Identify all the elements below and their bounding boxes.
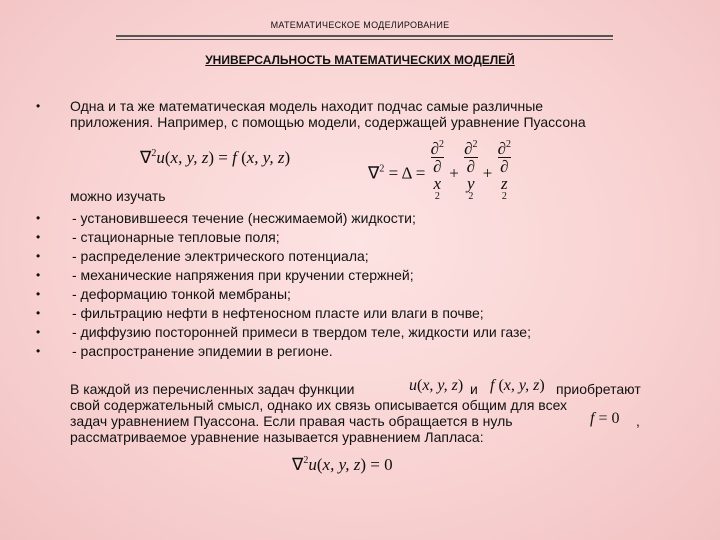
- slide-header: МАТЕМАТИЧЕСКОЕ МОДЕЛИРОВАНИЕ: [270, 20, 450, 30]
- header-rule-thick: [116, 35, 613, 37]
- intro-line-2: приложения. Например, с помощью модели, содержащей уравнение Пуассона: [70, 114, 586, 130]
- list-item: - распределение электрического потенциала;: [72, 248, 369, 264]
- bullet-marker: •: [36, 99, 41, 113]
- bullet-marker: •: [36, 211, 41, 225]
- intro-line-1: Одна и та же математическая модель находит подчас самые различные: [70, 98, 544, 114]
- list-item: - установившееся течение (несжимаемой) жидкости;: [72, 210, 416, 226]
- list-item: - механические напряжения при кручении стержней;: [72, 267, 414, 283]
- bullet-marker: •: [36, 268, 41, 282]
- list-item: - деформацию тонкой мембраны;: [72, 286, 291, 302]
- list-item: - стационарные тепловые поля;: [72, 229, 280, 245]
- list-item: - распространение эпидемии в регионе.: [72, 343, 333, 359]
- laplacian-operator: ∇$^2$ = Δ = ∂$^2$ ∂ x $^2$ + ∂$^2$ ∂ y $^2$ + ∂$^2$ ∂ z $^2$: [368, 140, 512, 209]
- conclusion-line-3b: ,: [636, 413, 640, 429]
- bullet-marker: •: [36, 249, 41, 263]
- header-rule-thin: [116, 39, 613, 40]
- list-item: - диффузию посторонней примеси в твердом теле, жидкости или газе;: [72, 324, 531, 340]
- bullet-marker: •: [36, 306, 41, 320]
- slide-title: УНИВЕРСАЛЬНОСТЬ МАТЕМАТИЧЕСКИХ МОДЕЛЕЙ: [205, 53, 515, 67]
- bullet-marker: •: [36, 344, 41, 358]
- bullet-marker: •: [36, 230, 41, 244]
- f-function: f (x, y, z): [490, 377, 545, 394]
- conclusion-line-4: рассматриваемое уравнение называется уравнением Лапласа:: [70, 429, 484, 445]
- poisson-equation: ∇$^2$u(x, y, z) = f (x, y, z): [140, 148, 291, 167]
- u-function: u(x, y, z): [409, 377, 464, 394]
- conclusion-line-1c: приобретают: [556, 381, 641, 397]
- conclusion-line-3a: задач уравнением Пуассона. Если правая часть обращается в нуль: [70, 413, 513, 429]
- conclusion-line-2: свой содержательный смысл, однако их связь описывается общим для всех: [70, 397, 568, 413]
- bullet-marker: •: [36, 287, 41, 301]
- list-item: - фильтрацию нефти в нефтеносном пласте или влаги в почве;: [72, 305, 484, 321]
- conclusion-line-1a: В каждой из перечисленных задач функции: [70, 381, 355, 397]
- conclusion-line-1b: и: [470, 381, 478, 397]
- laplace-equation: ∇$^2$u(x, y, z) = 0: [292, 455, 393, 474]
- f-equals-zero: f = 0: [590, 410, 620, 427]
- bullet-marker: •: [36, 325, 41, 339]
- can-study-text: можно изучать: [70, 188, 166, 204]
